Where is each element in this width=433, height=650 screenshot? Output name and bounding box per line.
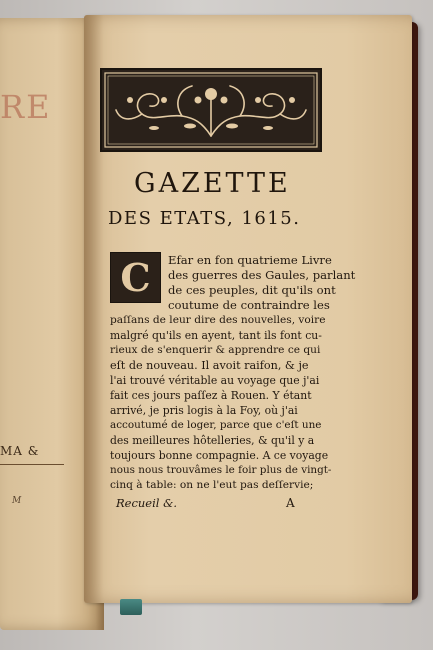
bookmark-ribbon	[120, 599, 142, 615]
text-line: des guerres des Gaules, parlant	[168, 268, 356, 282]
text-line: de ces peuples, dit qu'ils ont	[168, 283, 336, 297]
text-line: l'ai trouvé véritable au voyage que j'ai	[110, 374, 320, 387]
text-line: Efar en fon quatrieme Livre	[168, 253, 332, 267]
text-line: arrivé, je pris logis à la Foy, où j'ai	[110, 404, 298, 417]
text-line: accoutumé de loger, parce que c'eſt une	[110, 419, 322, 431]
text-line: toujours bonne compagnie. A ce voyage	[110, 449, 329, 462]
dropcap-letter: C	[120, 255, 151, 300]
text-line: coutume de contraindre les	[168, 298, 330, 312]
text-line: cinq à table: on ne l'eut pas deſſervie;	[110, 479, 314, 491]
left-rule	[0, 464, 64, 465]
catchword: Recueil &.	[116, 496, 178, 510]
text-line: nous nous trouvâmes le foir plus de vingt-	[110, 464, 332, 476]
page-title: GAZETTE	[134, 168, 291, 199]
text-line: fait ces jours paſſez à Rouen. Y étant	[110, 389, 312, 402]
dropcap-initial	[110, 252, 161, 303]
text-line: eſt de nouveau. Il avoit raifon, & je	[110, 359, 309, 372]
signature-mark: A	[286, 496, 295, 510]
left-partial-line: MA &	[0, 444, 40, 458]
text-line: des meilleures hôtelleries, & qu'il y a	[110, 434, 315, 447]
left-mark: M	[12, 496, 22, 506]
text-line: malgré qu'ils en ayent, tant ils font cu-	[110, 329, 322, 342]
ornament-headpiece-icon	[100, 68, 322, 152]
page-subtitle: DES ETATS, 1615.	[108, 208, 301, 229]
text-line: rieux de s'enquerir & apprendre ce qui	[110, 344, 321, 356]
text-line: paſſans de leur dire des nouvelles, voire	[110, 314, 326, 326]
left-running-title: RE	[0, 88, 52, 126]
